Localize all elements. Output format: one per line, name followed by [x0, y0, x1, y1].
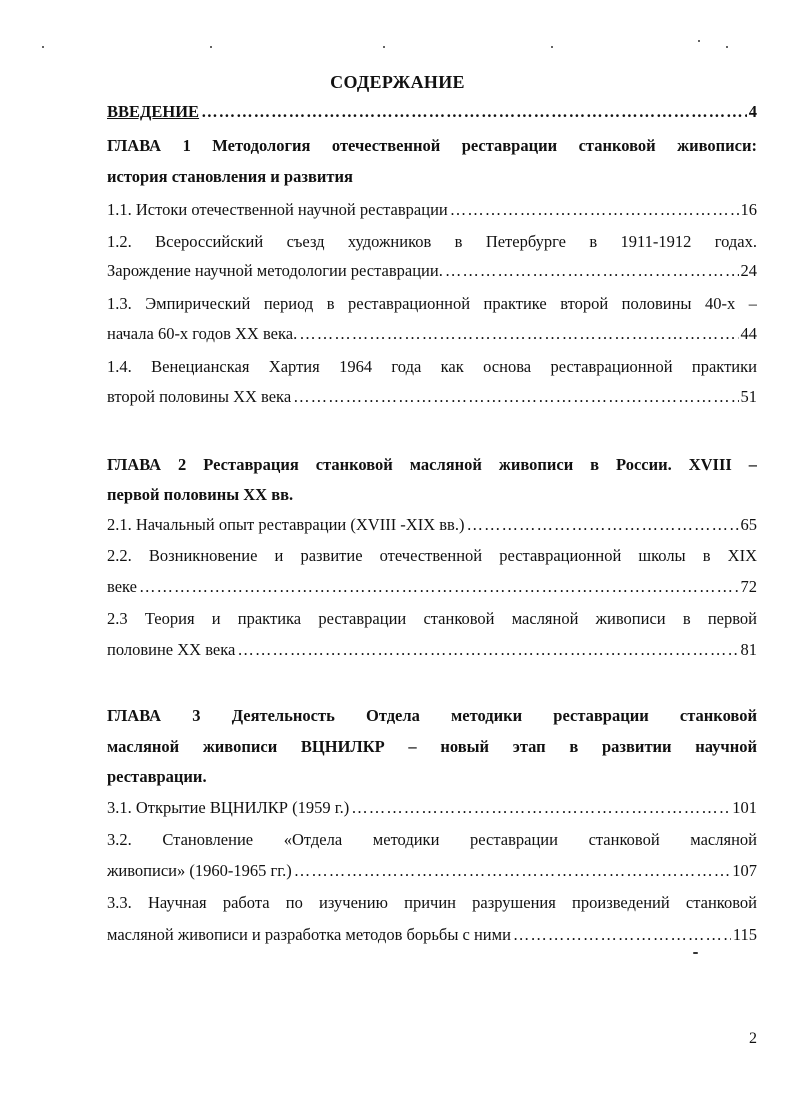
toc-entry-1-3: 1.3. Эмпирический период в реставрационной практике второй половины 40-х – — [107, 294, 757, 313]
scan-speck — [693, 952, 698, 954]
toc-entry-2-3: 2.3 Теория и практика реставрации станковой масляной живописи в первой — [107, 609, 757, 628]
toc-entry-introduction — [107, 99, 757, 125]
toc-page-number: 115 — [732, 925, 757, 944]
toc-entry-2-2: 2.2. Возникновение и развитие отечественной реставрационной школы в XIX — [107, 546, 757, 565]
toc-entry-2-3 — [107, 637, 757, 663]
dot-leader — [293, 384, 738, 410]
scan-speck — [42, 46, 44, 48]
page-number: 2 — [749, 1030, 757, 1047]
dot-leader — [201, 99, 747, 125]
toc-page-number: 4 — [748, 102, 757, 121]
toc-entry-1-4 — [107, 384, 757, 410]
toc-entry-label: ВВЕДЕНИЕ — [107, 102, 200, 121]
dot-leader — [466, 512, 738, 538]
toc-entry-1-1 — [107, 197, 757, 223]
dot-leader — [299, 321, 738, 347]
toc-page-number: 107 — [732, 861, 757, 880]
toc-entry-2-1 — [107, 512, 757, 538]
scan-speck — [383, 46, 385, 48]
toc-page-number: 51 — [740, 387, 757, 406]
chapter-3-heading: реставрации. — [107, 767, 207, 786]
scan-speck — [210, 46, 212, 48]
dot-leader — [294, 858, 730, 884]
toc-entry-3-3: 3.3. Научная работа по изучению причин разрушения произведений станковой — [107, 893, 757, 912]
dot-leader — [351, 795, 730, 821]
toc-entry-3-2: 3.2. Становление «Отдела методики реставрации станковой масляной — [107, 830, 757, 849]
toc-page-number: 72 — [740, 577, 757, 596]
chapter-2-heading: ГЛАВА 2 Реставрация станковой масляной живописи в России. XVIII – — [107, 455, 757, 474]
scan-speck — [551, 46, 553, 48]
scan-speck — [726, 46, 728, 48]
page-title: СОДЕРЖАНИЕ — [330, 72, 465, 92]
chapter-1-heading: история становления и развития — [107, 167, 353, 186]
toc-entry-2-2 — [107, 574, 757, 600]
toc-entry-1-2 — [107, 258, 757, 284]
toc-entry-label: масляной живописи и разработка методов борьбы с ними — [107, 925, 511, 944]
toc-entry-label: Зарождение научной методологии реставрации. — [107, 261, 443, 280]
toc-entry-3-3 — [107, 922, 757, 948]
chapter-3-heading: масляной живописи ВЦНИЛКР – новый этап в развитии научной — [107, 737, 757, 756]
toc-entry-label: второй половины XX века — [107, 387, 292, 406]
toc-page-number: 81 — [740, 640, 757, 659]
chapter-2-heading: первой половины XX вв. — [107, 485, 294, 504]
toc-page-number: 24 — [740, 261, 757, 280]
toc-page-number: 101 — [732, 798, 757, 817]
toc-page-number: 65 — [740, 515, 757, 534]
dot-leader — [450, 197, 739, 223]
toc-entry-1-2: 1.2. Всероссийский съезд художников в Петербурге в 1911-1912 годах. — [107, 232, 757, 251]
toc-entry-3-2 — [107, 858, 757, 884]
toc-entry-1-4: 1.4. Венецианская Хартия 1964 года как основа реставрационной практики — [107, 357, 757, 376]
dot-leader — [513, 922, 731, 948]
toc-entry-label: живописи» (1960-1965 гг.) — [107, 861, 292, 880]
toc-entry-3-1 — [107, 795, 757, 821]
toc-entry-label: 1.1. Истоки отечественной научной реставрации — [107, 200, 448, 219]
toc-entry-label: 3.1. Открытие ВЦНИЛКР (1959 г.) — [107, 798, 350, 817]
toc-entry-1-3 — [107, 321, 757, 347]
toc-entry-label: половине XX века — [107, 640, 236, 659]
chapter-3-heading: ГЛАВА 3 Деятельность Отдела методики реставрации станковой — [107, 706, 757, 725]
dot-leader — [445, 258, 739, 284]
toc-page-number: 16 — [740, 200, 757, 219]
chapter-1-heading: ГЛАВА 1 Методология отечественной реставрации станковой живописи: — [107, 136, 757, 155]
toc-entry-label: начала 60-х годов XX века. — [107, 324, 298, 343]
toc-page-number: 44 — [740, 324, 757, 343]
scan-speck — [698, 40, 700, 42]
toc-entry-label: веке — [107, 577, 137, 596]
dot-leader — [237, 637, 738, 663]
dot-leader — [139, 574, 739, 600]
toc-entry-label: 2.1. Начальный опыт реставрации (XVIII -XIX вв.) — [107, 515, 465, 534]
